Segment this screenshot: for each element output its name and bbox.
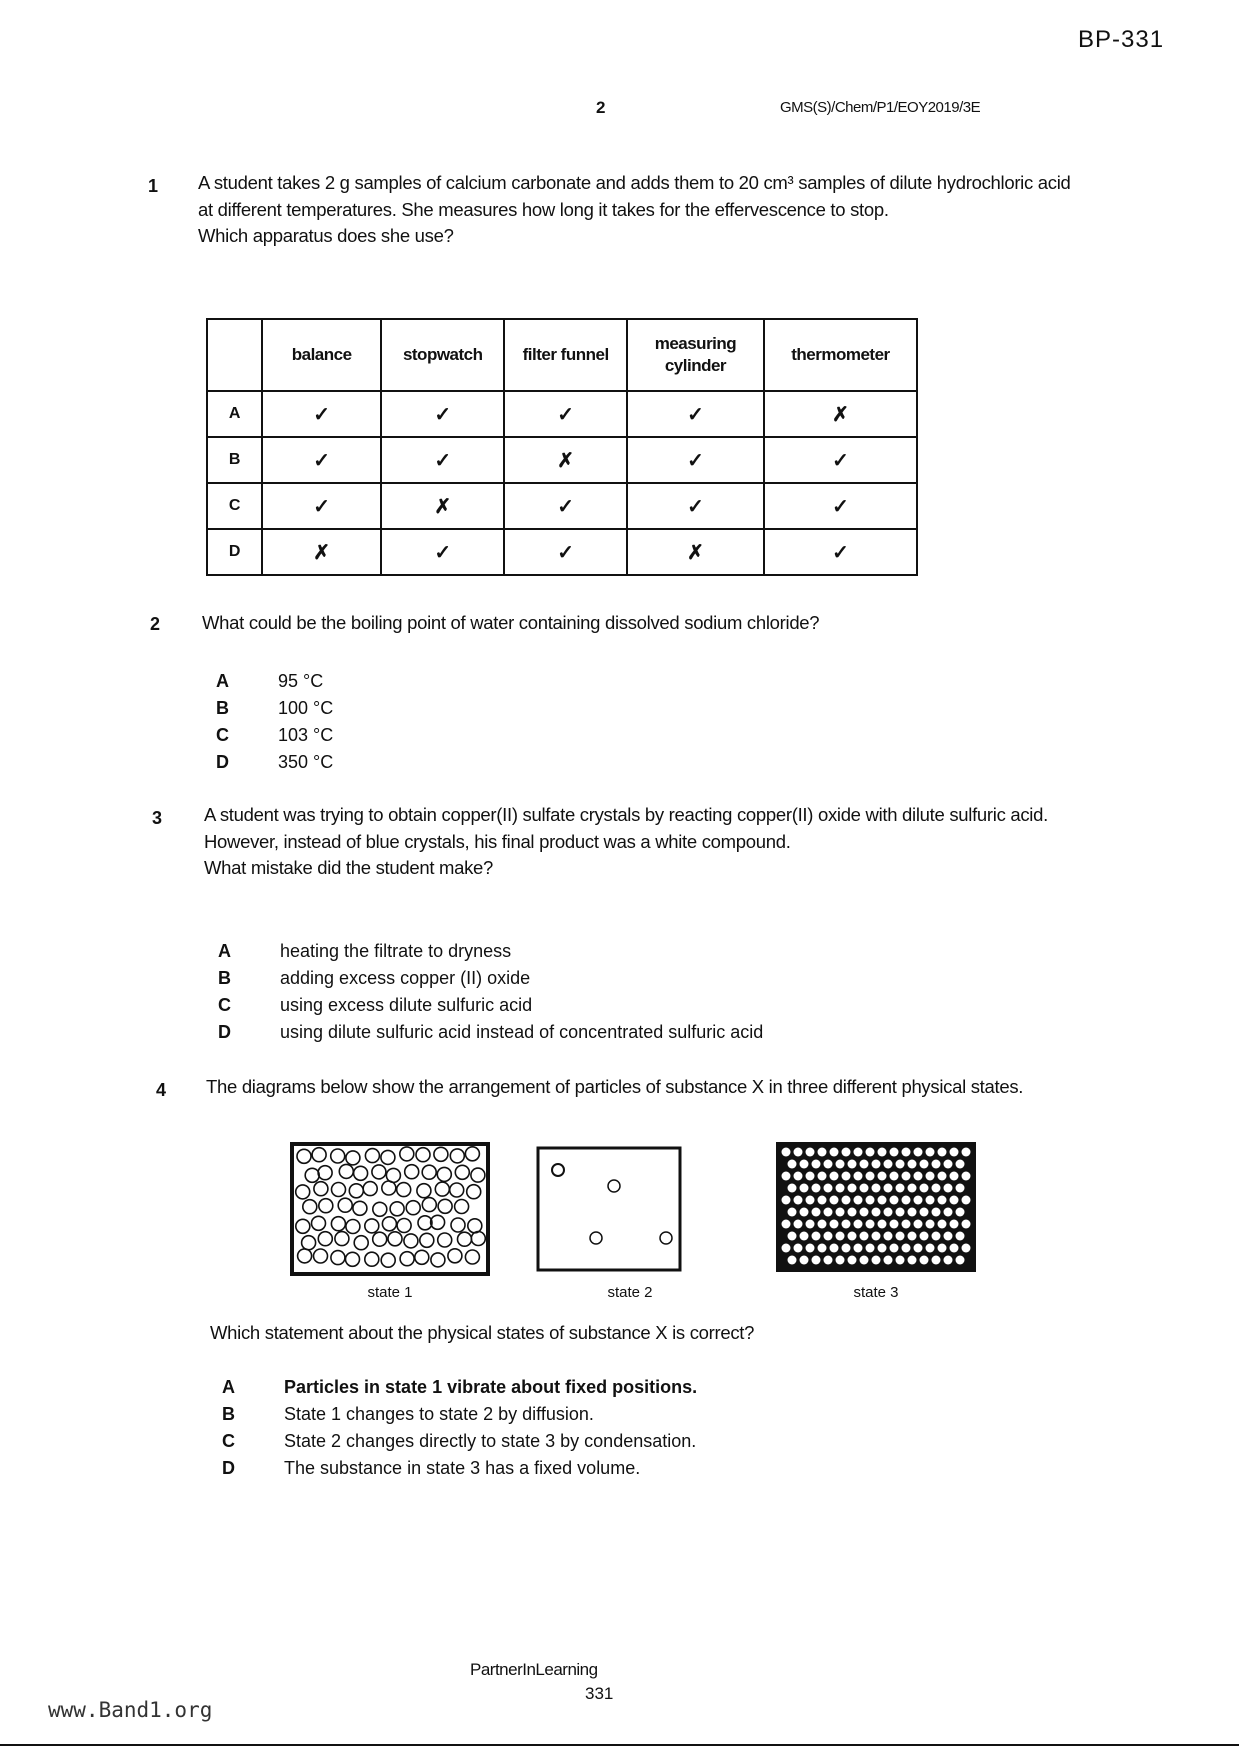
solid-particle [932,1232,941,1241]
solid-particle [854,1172,863,1181]
solid-particle [794,1244,803,1253]
paper-code: GMS(S)/Chem/P1/EOY2019/3E [780,99,981,116]
footer-partner: PartnerInLearning [470,1660,598,1679]
header-cell-measuring-cylinder: measuring cylinder [627,319,764,391]
table-row [207,437,917,483]
question-4-options [222,1374,697,1482]
solid-particle [818,1220,827,1229]
solid-particle [806,1196,815,1205]
solid-particle [872,1208,881,1217]
solid-particle [950,1220,959,1229]
header-cell-blank [207,319,262,391]
solid-particle [962,1172,971,1181]
table-cell: ✓ [764,483,917,529]
table-cell: ✗ [764,391,917,437]
table-cell: ✗ [262,529,381,575]
option-c[interactable] [216,722,333,749]
solid-particle [920,1208,929,1217]
solid-particle [794,1196,803,1205]
solid-particle [800,1232,809,1241]
option-b[interactable] [222,1401,697,1428]
solid-particle [836,1160,845,1169]
solid-particle [950,1172,959,1181]
solid-particle [854,1220,863,1229]
solid-particle [806,1172,815,1181]
solid-particle [872,1232,881,1241]
option-text: adding excess copper (II) oxide [280,968,531,988]
solid-particle [896,1184,905,1193]
table-cell: ✓ [764,529,917,575]
solid-particle [914,1244,923,1253]
solid-particle [896,1160,905,1169]
solid-particle [818,1244,827,1253]
option-c[interactable] [222,1428,697,1455]
option-text: State 1 changes to state 2 by diffusion. [284,1404,594,1424]
apparatus-table [206,318,918,576]
solid-particle [842,1148,851,1157]
solid-particle [962,1244,971,1253]
solid-particle [812,1232,821,1241]
option-letter: B [218,968,231,988]
solid-particle [794,1220,803,1229]
solid-particle [860,1208,869,1217]
solid-particle [824,1160,833,1169]
solid-particle [902,1172,911,1181]
solid-particle [872,1160,881,1169]
option-a[interactable] [218,938,763,965]
table-cell: ✓ [262,437,381,483]
question-1-number: 1 [148,176,159,196]
table-cell: ✗ [381,483,504,529]
table-cell: ✓ [381,437,504,483]
option-letter: B [222,1404,235,1424]
option-letter: D [218,1022,231,1042]
state-2-container [538,1148,680,1270]
solid-particle [944,1208,953,1217]
row-label: D [207,529,262,575]
option-text: using excess dilute sulfuric acid [280,995,533,1015]
table-cell: ✓ [764,437,917,483]
solid-particle [914,1148,923,1157]
solid-particle [926,1148,935,1157]
solid-particle [812,1256,821,1265]
table-row [207,483,917,529]
solid-particle [866,1172,875,1181]
solid-particle [950,1148,959,1157]
table-cell: ✓ [627,391,764,437]
solid-particle [890,1244,899,1253]
question-3-prompt: What mistake did the student make? [204,857,494,878]
solid-particle [962,1148,971,1157]
solid-particle [830,1172,839,1181]
row-label: A [207,391,262,437]
solid-particle [878,1220,887,1229]
solid-particle [872,1184,881,1193]
solid-particle [842,1196,851,1205]
option-text: 103 °C [278,725,334,745]
question-3-text [204,802,1084,882]
row-label: B [207,437,262,483]
table-cell: ✓ [504,529,627,575]
solid-particle [932,1208,941,1217]
solid-particle [938,1196,947,1205]
solid-particle [920,1232,929,1241]
solid-particle [920,1160,929,1169]
solid-particle [956,1232,965,1241]
solid-particle [788,1160,797,1169]
solid-particle [842,1244,851,1253]
option-letter: D [216,752,229,772]
option-b[interactable] [218,965,763,992]
solid-particle [830,1196,839,1205]
solid-particle [800,1256,809,1265]
solid-particle [788,1208,797,1217]
table-row [207,391,917,437]
solid-particle [932,1160,941,1169]
table-header-row [207,319,917,391]
solid-particle [836,1184,845,1193]
solid-particle [926,1244,935,1253]
solid-particle [878,1196,887,1205]
solid-particle [878,1244,887,1253]
state-2-label: state 2 [607,1284,653,1301]
solid-particle [920,1184,929,1193]
solid-particle [824,1208,833,1217]
state-3-diagram [776,1142,976,1272]
solid-particle [878,1172,887,1181]
table-cell: ✗ [627,529,764,575]
solid-particle [884,1208,893,1217]
table-cell: ✓ [504,483,627,529]
page-number: 2 [596,98,606,117]
solid-particle [914,1220,923,1229]
solid-particle [794,1172,803,1181]
question-4-prompt: Which statement about the physical states of substance X is correct? [210,1322,755,1343]
solid-particle [896,1232,905,1241]
option-letter: A [218,941,231,961]
table-cell: ✓ [262,483,381,529]
option-text: Particles in state 1 vibrate about fixed positions. [284,1377,698,1397]
solid-particle [884,1160,893,1169]
solid-particle [866,1148,875,1157]
solid-particle [902,1148,911,1157]
option-text: 350 °C [278,752,334,772]
solid-particle [944,1184,953,1193]
solid-particle [812,1208,821,1217]
option-text: 100 °C [278,698,334,718]
solid-particle [860,1256,869,1265]
solid-particle [962,1220,971,1229]
solid-particle [878,1148,887,1157]
option-letter: C [222,1431,235,1451]
solid-particle [872,1256,881,1265]
solid-particle [938,1148,947,1157]
solid-particle [956,1160,965,1169]
solid-particle [800,1160,809,1169]
solid-particle [938,1244,947,1253]
solid-particle [962,1196,971,1205]
solid-particle [908,1256,917,1265]
solid-particle [932,1256,941,1265]
option-a[interactable] [222,1374,697,1401]
solid-particle [956,1208,965,1217]
table-cell: ✗ [504,437,627,483]
solid-particle [890,1220,899,1229]
state-1-label: state 1 [367,1284,413,1301]
solid-particle [902,1220,911,1229]
question-2-options [216,668,333,776]
question-3-stem: A student was trying to obtain copper(II) sulfate crystals by reacting copper(II) oxide with dilute sulfuric acid. However, instead of blue crystals, his final product was a white compound. [204,804,1048,852]
solid-particle [824,1256,833,1265]
question-3-number: 3 [152,808,163,828]
table-cell: ✓ [262,391,381,437]
question-1-prompt: Which apparatus does she use? [198,225,454,246]
solid-particle [884,1256,893,1265]
footer-website: www.Band1.org [48,1698,213,1722]
solid-particle [842,1220,851,1229]
solid-particle [938,1172,947,1181]
header-cell-filter-funnel: filter funnel [504,319,627,391]
option-text: using dilute sulfuric acid instead of concentrated sulfuric acid [280,1022,764,1042]
solid-particle [788,1256,797,1265]
solid-particle [944,1256,953,1265]
solid-particle [848,1208,857,1217]
option-text: 95 °C [278,671,324,691]
solid-particle [860,1184,869,1193]
solid-particle [800,1208,809,1217]
solid-particle [830,1148,839,1157]
solid-particle [812,1160,821,1169]
solid-particle [896,1256,905,1265]
question-4-text: The diagrams below show the arrangement of particles of substance X in three different physical states. [206,1076,1024,1097]
solid-particle [926,1220,935,1229]
solid-particle [854,1148,863,1157]
solid-particle [908,1160,917,1169]
solid-particle [836,1232,845,1241]
solid-particle [854,1196,863,1205]
option-text: State 2 changes directly to state 3 by condensation. [284,1431,697,1451]
solid-particle [806,1244,815,1253]
solid-particle [866,1220,875,1229]
solid-particle [830,1244,839,1253]
document-code: BP-331 [1078,26,1165,53]
option-letter: C [216,725,229,745]
question-2-number: 2 [150,614,161,634]
solid-particle [848,1184,857,1193]
solid-particle [926,1172,935,1181]
table-row [207,529,917,575]
solid-particle [782,1220,791,1229]
option-b[interactable] [216,695,333,722]
solid-particle [824,1184,833,1193]
solid-particle [818,1196,827,1205]
row-label: C [207,483,262,529]
question-2-text: What could be the boiling point of water containing dissolved sodium chloride? [202,612,820,633]
solid-particle [782,1172,791,1181]
solid-particle [782,1148,791,1157]
state-3-label: state 3 [853,1284,899,1301]
option-text: The substance in state 3 has a fixed volume. [284,1458,641,1478]
state-2-diagram [536,1146,682,1272]
state-1-diagram [290,1142,490,1276]
solid-particle [896,1208,905,1217]
solid-particle [932,1184,941,1193]
question-4-number: 4 [156,1080,167,1100]
solid-particle [890,1196,899,1205]
solid-particle [950,1196,959,1205]
option-d[interactable] [218,1019,763,1046]
solid-particle [902,1196,911,1205]
solid-particle [920,1256,929,1265]
question-1-text [198,170,1078,250]
table-cell: ✓ [627,437,764,483]
option-letter: A [222,1377,235,1397]
option-text: heating the filtrate to dryness [280,941,512,961]
solid-particle [860,1232,869,1241]
option-d[interactable] [216,749,333,776]
solid-particle [854,1244,863,1253]
solid-particle [818,1172,827,1181]
solid-particle [890,1172,899,1181]
solid-particle [806,1148,815,1157]
solid-particle [800,1184,809,1193]
solid-particle [884,1232,893,1241]
solid-particle [830,1220,839,1229]
footer-divider [0,1744,1239,1746]
question-1-stem: A student takes 2 g samples of calcium carbonate and adds them to 20 cm³ samples of dilute hydrochloric acid at different temperatures. She measures how long it takes for the effervescence to stop. [198,172,1071,220]
footer-number: 331 [585,1684,614,1703]
option-a[interactable] [216,668,333,695]
solid-particle [782,1244,791,1253]
solid-particle [956,1256,965,1265]
solid-particle [824,1232,833,1241]
header-cell-thermometer: thermometer [764,319,917,391]
header-cell-stopwatch: stopwatch [381,319,504,391]
solid-particle [950,1244,959,1253]
solid-particle [914,1172,923,1181]
solid-particle [938,1220,947,1229]
solid-particle [902,1244,911,1253]
solid-particle [914,1196,923,1205]
solid-particle [860,1160,869,1169]
solid-particle [884,1184,893,1193]
solid-particle [866,1196,875,1205]
solid-particle [836,1208,845,1217]
solid-particle [908,1208,917,1217]
solid-particle [944,1160,953,1169]
solid-particle [818,1148,827,1157]
solid-particle [866,1244,875,1253]
solid-particle [842,1172,851,1181]
solid-particle [794,1148,803,1157]
table-cell: ✓ [381,529,504,575]
solid-particle [890,1148,899,1157]
solid-particle [908,1232,917,1241]
option-letter: D [222,1458,235,1478]
solid-particle [788,1232,797,1241]
solid-particle [848,1232,857,1241]
solid-particle [908,1184,917,1193]
option-letter: B [216,698,229,718]
option-d[interactable] [222,1455,697,1482]
solid-particle [848,1256,857,1265]
solid-particle [848,1160,857,1169]
option-c[interactable] [218,992,763,1019]
solid-particle [926,1196,935,1205]
question-3-options [218,938,763,1046]
table-cell: ✓ [627,483,764,529]
solid-particle [944,1232,953,1241]
table-cell: ✓ [504,391,627,437]
solid-particle [956,1184,965,1193]
option-letter: C [218,995,231,1015]
option-letter: A [216,671,229,691]
solid-particle [836,1256,845,1265]
table-cell: ✓ [381,391,504,437]
header-cell-balance: balance [262,319,381,391]
solid-particle [806,1220,815,1229]
solid-particle [788,1184,797,1193]
solid-particle [782,1196,791,1205]
solid-particle [812,1184,821,1193]
